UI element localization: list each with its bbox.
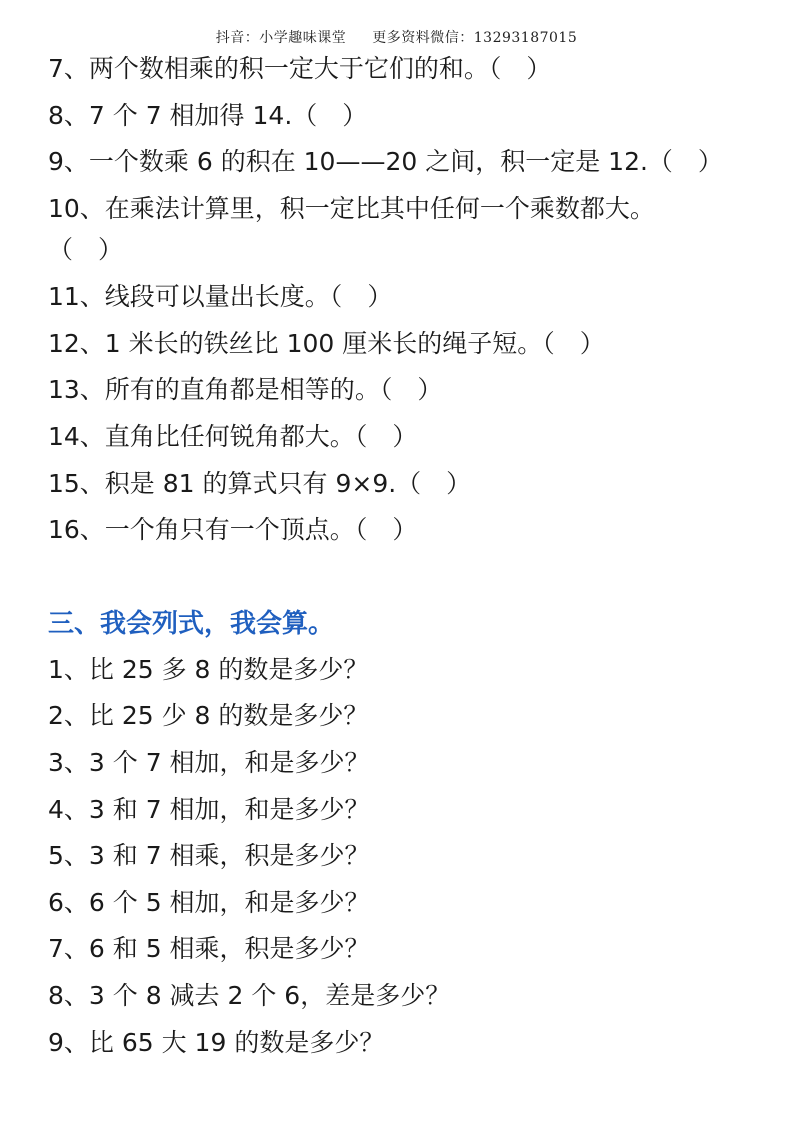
page-header (0, 27, 793, 47)
calc-question-8: 8、3 个 8 减去 2 个 6，差是多少？ (48, 981, 451, 1010)
calc-question-9: 9、比 65 大 19 的数是多少？ (48, 1028, 385, 1057)
header-wechat: 更多资料微信：13293187015 (372, 30, 578, 46)
question-16: 16、一个角只有一个顶点。（ ） (48, 515, 418, 544)
question-14: 14、直角比任何锐角都大。（ ） (48, 422, 418, 451)
calc-question-3: 3、3 个 7 相加，和是多少？ (48, 748, 370, 777)
question-11: 11、线段可以量出长度。（ ） (48, 282, 393, 311)
calc-question-1: 1、比 25 多 8 的数是多少？ (48, 655, 369, 684)
question-13: 13、所有的直角都是相等的。（ ） (48, 375, 443, 404)
question-10: 10、在乘法计算里，积一定比其中任何一个乘数都大。 (48, 194, 655, 223)
calc-question-2: 2、比 25 少 8 的数是多少？ (48, 701, 369, 730)
calc-question-4: 4、3 和 7 相加，和是多少？ (48, 795, 370, 824)
calc-question-6: 6、6 个 5 相加，和是多少？ (48, 888, 370, 917)
section-title: 三、我会列式，我会算。 (48, 609, 335, 639)
question-8: 8、7 个 7 相加得 14.（ ） (48, 101, 368, 130)
question-10-bracket: （ ） (48, 235, 124, 264)
calc-question-5: 5、3 和 7 相乘，积是多少？ (48, 841, 370, 870)
question-9: 9、一个数乘 6 的积在 10——20 之间，积一定是 12.（ ） (48, 147, 723, 176)
calc-question-7: 7、6 和 5 相乘，积是多少？ (48, 934, 370, 963)
question-15: 15、积是 81 的算式只有 9×9.（ ） (48, 469, 472, 498)
question-7: 7、两个数相乘的积一定大于它们的和。（ ） (48, 54, 552, 83)
question-12: 12、1 米长的铁丝比 100 厘米长的绳子短。（ ） (48, 329, 605, 358)
header-douyin: 抖音：小学趣味课堂 (215, 30, 347, 46)
